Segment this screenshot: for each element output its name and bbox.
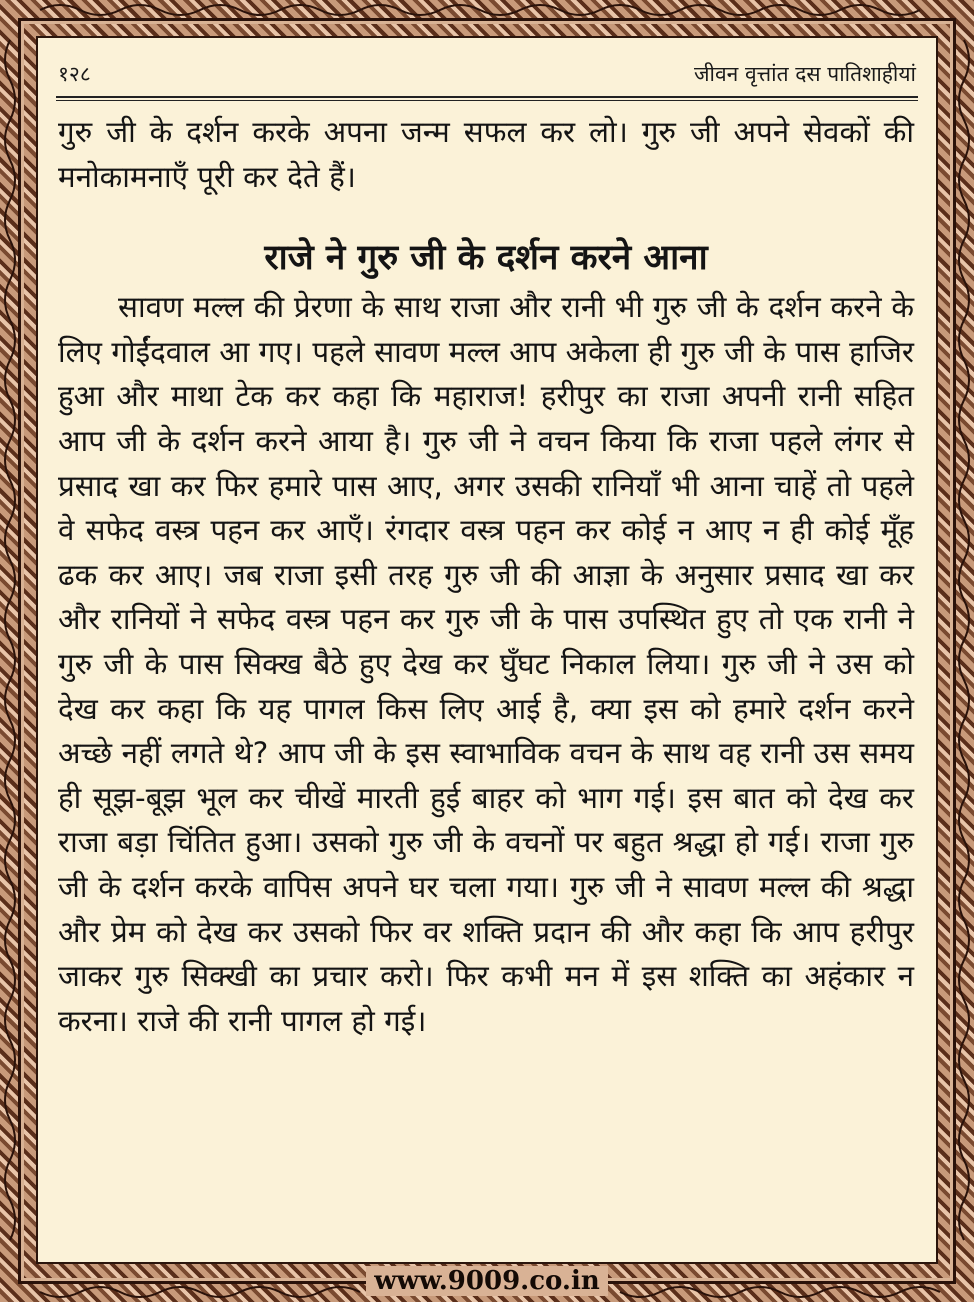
header-rule-thin [56,100,918,101]
running-title: जीवन वृत्तांत दस पातिशाहीयां [693,62,916,86]
page-number: १२८ [58,62,91,86]
book-page [36,36,938,1264]
main-paragraph: सावण मल्ल की प्रेरणा के साथ राजा और रानी भी गुरु जी के दर्शन करने के लिए गोईंदवाल आ गए। पहले सावण मल्ल आप अकेला ही गुरु जी के पास हाजिर हुआ और माथा टेक कर कहा कि महाराज! हरीपुर का राजा अपनी रानी सहित आप जी के दर्शन करने आया है। गुरु जी ने वचन किया कि राजा पहले लंगर से प्रसाद खा कर फिर हमारे पास आए, अगर उसकी रानियाँ भी आना चाहें तो पहले वे सफेद वस्त्र पहन कर आएँ। रंगदार वस्त्र पहन कर कोई न आए न ही कोई मूँह ढक कर आए। जब राजा इसी तरह गुरु जी की आज्ञा के अनुसार प्रसाद खा कर और रानियों ने सफेद वस्त्र पहन कर गुरु जी के पास उपस्थित हुए तो एक रानी ने गुरु जी के पास सिक्ख बैठे हुए देख कर घुँघट निकाल लिया। गुरु जी ने उस को देख कर कहा कि यह पागल किस लिए आई है, क्या इस को हमारे दर्शन करने अच्छे नहीं लगते थे? आप जी के इस स्वाभाविक वचन के साथ वह रानी उस समय ही सूझ-बूझ भूल कर चीखें मारती हुई बाहर को भाग गई। इस बात को देख कर राजा बड़ा चिंतित हुआ। उसको गुरु जी के वचनों पर बहुत श्रद्धा हो गई। राजा गुरु जी के दर्शन करके वापिस अपने घर चला गया। गुरु जी ने सावण मल्ल की श्रद्धा और प्रेम को देख कर उसको फिर वर शक्ति प्रदान की और कहा कि आप हरीपुर जाकर गुरु सिक्खी का प्रचार करो। फिर कभी मन में इस शक्ति का अहंकार न करना। राजे की रानी पागल हो गई। [58,290,914,1038]
website-link[interactable]: www.9009.co.in [366,1266,608,1296]
intro-paragraph: गुरु जी के दर्शन करके अपना जन्म सफल कर लो। गुरु जी अपने सेवकों की मनोकामनाएँ पूरी कर देते हैं। [58,115,914,194]
footer [0,1266,974,1300]
page-header [56,56,918,96]
page-body [58,110,914,1043]
header-rule [56,96,918,98]
section-heading: राजे ने गुरु जी के दर्शन करने आना [264,238,708,279]
